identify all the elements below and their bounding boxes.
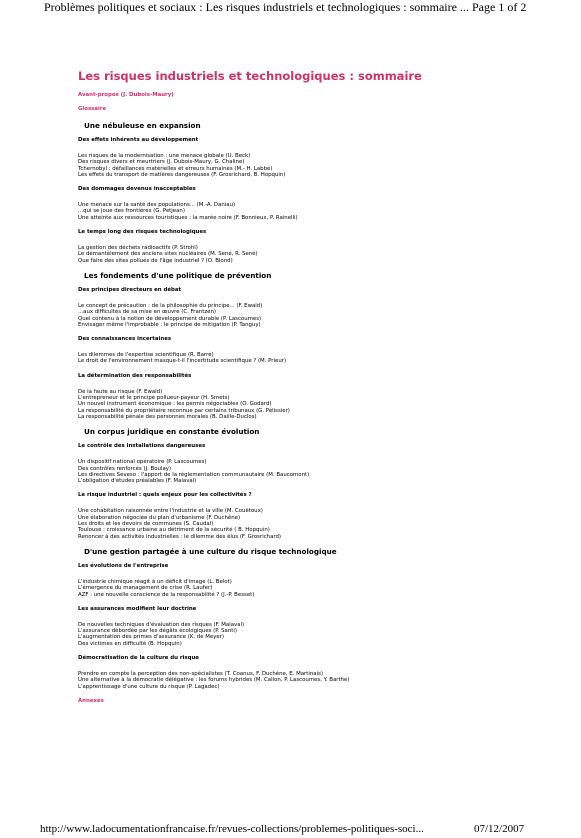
article-link[interactable]: De nouvelles techniques d'évaluation des risques (F. Malaval): [78, 621, 245, 628]
toc-chapter: [78, 286, 548, 328]
part-title: Une nébuleuse en expansion: [84, 121, 201, 130]
part-title: Un corpus juridique en constante évolution: [84, 427, 260, 437]
print-footer-date: 07/12/2007: [474, 823, 525, 835]
article-link[interactable]: L'émergence du management de crise (R. Laufer): [78, 585, 213, 592]
article-link[interactable]: Les directives Seveso : l'apport de la réglementation communautaire (M. Baucomont): [78, 471, 310, 478]
toc-part: [78, 547, 548, 690]
article-link[interactable]: Le concept de précaution : de la philosophie du principe... (F. Ewald): [78, 302, 263, 309]
chapter-title: Des effets inhérents au développement: [78, 137, 199, 143]
chapter-title: Le temps long des risques technologiques: [78, 229, 207, 236]
chapter-title: Les évolutions de l'entreprise: [78, 562, 169, 569]
chapter-title: Démocratisation de la culture du risque: [78, 654, 199, 661]
chapter-title: Des principes directeurs en débat: [78, 286, 182, 293]
article-link[interactable]: Prendre en compte la perception des non-spécialistes (T. Coanus, F. Duchêne, E. Martinais): [78, 670, 324, 677]
chapter-title: Le risque industriel : quels enjeux pour les collectivités ?: [78, 492, 252, 499]
article-link[interactable]: Une élaboration négociée du plan d'urbanisme (F. Duchêne): [78, 514, 241, 521]
article-link[interactable]: Une alternative à la démocratie délégative : les forums hybrides (M. Callon, P. Lascoumes, Y. Barthe): [78, 677, 350, 684]
article-link[interactable]: L'industrie chimique réagit à un déficit d'image (L. Belot): [78, 578, 232, 585]
toc-chapter: [78, 562, 548, 598]
chapter-title: Le contrôle des installations dangereuses: [78, 443, 206, 450]
chapter-title: Des connaissances incertaines: [78, 336, 172, 343]
print-footer: [0, 823, 581, 838]
article-link[interactable]: Des risques divers et meurtriers (J. Dubois-Maury, G. Chaline): [78, 159, 245, 166]
article-link[interactable]: Un nouvel instrument économique : les permis négociables (O. Godard): [78, 401, 272, 408]
annexes-link[interactable]: Annexes: [78, 697, 104, 704]
toc-part: [78, 121, 548, 264]
avant-propos-link[interactable]: Avant-propos (J. Dubois-Maury): [78, 92, 174, 98]
article-link[interactable]: Une atteinte aux ressources touristiques : la marée noire (F. Bonnieux, P. Rainelli): [78, 214, 298, 221]
article-link[interactable]: L'augmentation des primes d'assurance (K. de Meyer): [78, 634, 225, 641]
article-link[interactable]: Toulouse : croissance urbaine au détriment de la sécurité ( B. Hopquin): [78, 527, 270, 534]
article-link[interactable]: La responsabilité du propriétaire reconnue par certains tribunaux (G. Pélissier): [78, 407, 290, 414]
glossaire-link[interactable]: Glossaire: [78, 106, 107, 112]
toc-chapter: [78, 228, 548, 264]
table-of-contents: [78, 121, 548, 690]
article-link[interactable]: Le démantèlement des anciens sites nucléaires (M. Sené, R. Sené): [78, 251, 258, 258]
article-link[interactable]: L'apprentissage d'une culture du risque (P. Lagadec): [78, 683, 220, 690]
article-link[interactable]: Les dilemmes de l'expertise scientifique (R. Barré): [78, 352, 214, 359]
chapter-title: Des dommages devenus inacceptables: [78, 186, 196, 193]
article-link[interactable]: L'assurance débordée par les dégâts écologiques (P. Santi): [78, 628, 237, 635]
article-link[interactable]: De la faute au risque (F. Ewald): [78, 388, 163, 395]
article-link[interactable]: Un dispositif national opératoire (P. Lascoumes): [78, 459, 207, 466]
document-content: [78, 69, 548, 705]
print-footer-url: http://www.ladocumentationfrancaise.fr/revues-collections/problemes-politiques-soci...: [40, 823, 424, 835]
article-link[interactable]: Des victimes en difficulté (B. Hopquin): [78, 640, 182, 647]
part-title: Les fondements d'une politique de prévention: [84, 270, 272, 280]
page-title: Les risques industriels et technologiques : sommaire: [78, 69, 422, 83]
print-header: [0, 0, 581, 16]
toc-part: [78, 427, 548, 540]
article-link[interactable]: Que faire des sites pollués de l'âge industriel ? (O. Blond): [78, 257, 233, 264]
toc-chapter: [78, 335, 548, 365]
toc-chapter: [78, 491, 548, 539]
article-link[interactable]: AZF : une nouvelle conscience de la responsabilité ? (J.-P. Besset): [78, 591, 255, 598]
article-link[interactable]: Des contrôles renforcés (J. Boulay): [78, 465, 172, 472]
part-title: D'une gestion partagée à une culture du risque technologique: [84, 546, 337, 556]
article-link[interactable]: Le droit de l'environnement masque-t-il l'incertitude scientifique ? (M. Prieur): [78, 358, 287, 365]
article-link[interactable]: ...qui se joue des frontières (G. Petjean): [78, 208, 185, 215]
article-link[interactable]: Les droits et les devoirs de communes (S. Caudal): [78, 521, 214, 528]
article-link[interactable]: Tchernobyl : défaillances matérielles et erreurs humaines (M.- H. Labbé): [78, 165, 273, 172]
toc-chapter: [78, 372, 548, 420]
article-link[interactable]: Une menace sur la santé des populations... (M.-A. Daniau): [78, 202, 236, 209]
article-link[interactable]: Une cohabitation raisonnée entre l'industrie et la ville (M. Couëtoux): [78, 508, 263, 515]
article-link[interactable]: Quel contenu à la notion de développement durable (P. Lascoumes): [78, 315, 262, 322]
toc-chapter: [78, 185, 548, 221]
page-number: Page 1 of 2: [472, 0, 527, 14]
toc-chapter: [78, 136, 548, 178]
toc-part: [78, 271, 548, 420]
article-link[interactable]: La responsabilité pénale des personnes morales (B. Daille-Duclos): [78, 413, 257, 420]
article-link[interactable]: ...aux difficultés de sa mise en œuvre (C. Frantzen): [78, 309, 217, 316]
chapter-title: Les assurances modifient leur doctrine: [78, 605, 197, 612]
chapter-title: La détermination des responsabilités: [78, 372, 192, 379]
article-link[interactable]: Les risques de la modernisation : une menace globale (U. Beck): [78, 153, 251, 159]
article-link[interactable]: La gestion des déchets radioactifs (P. Strohl): [78, 245, 198, 252]
print-header-title: Problèmes politiques et sociaux : Les risques industriels et technologiques : sommaire ...: [44, 0, 469, 14]
article-link[interactable]: Renoncer à des activités industrielles : le dilemme des élus (F. Grosrichard): [78, 533, 282, 540]
article-link[interactable]: Les effets du transport de matières dangereuses (F. Grosrichard, B. Hopquin): [78, 171, 286, 178]
article-link[interactable]: L'obligation d'études préalables (F. Malaval): [78, 478, 197, 485]
toc-chapter: [78, 605, 548, 647]
article-link[interactable]: L'entrepreneur et le principe pollueur-payeur (H. Smets): [78, 395, 230, 402]
article-link[interactable]: Envisager même l'improbable : le principe de mitigation (P. Tanguy): [78, 321, 261, 328]
toc-chapter: [78, 654, 548, 690]
toc-chapter: [78, 442, 548, 484]
